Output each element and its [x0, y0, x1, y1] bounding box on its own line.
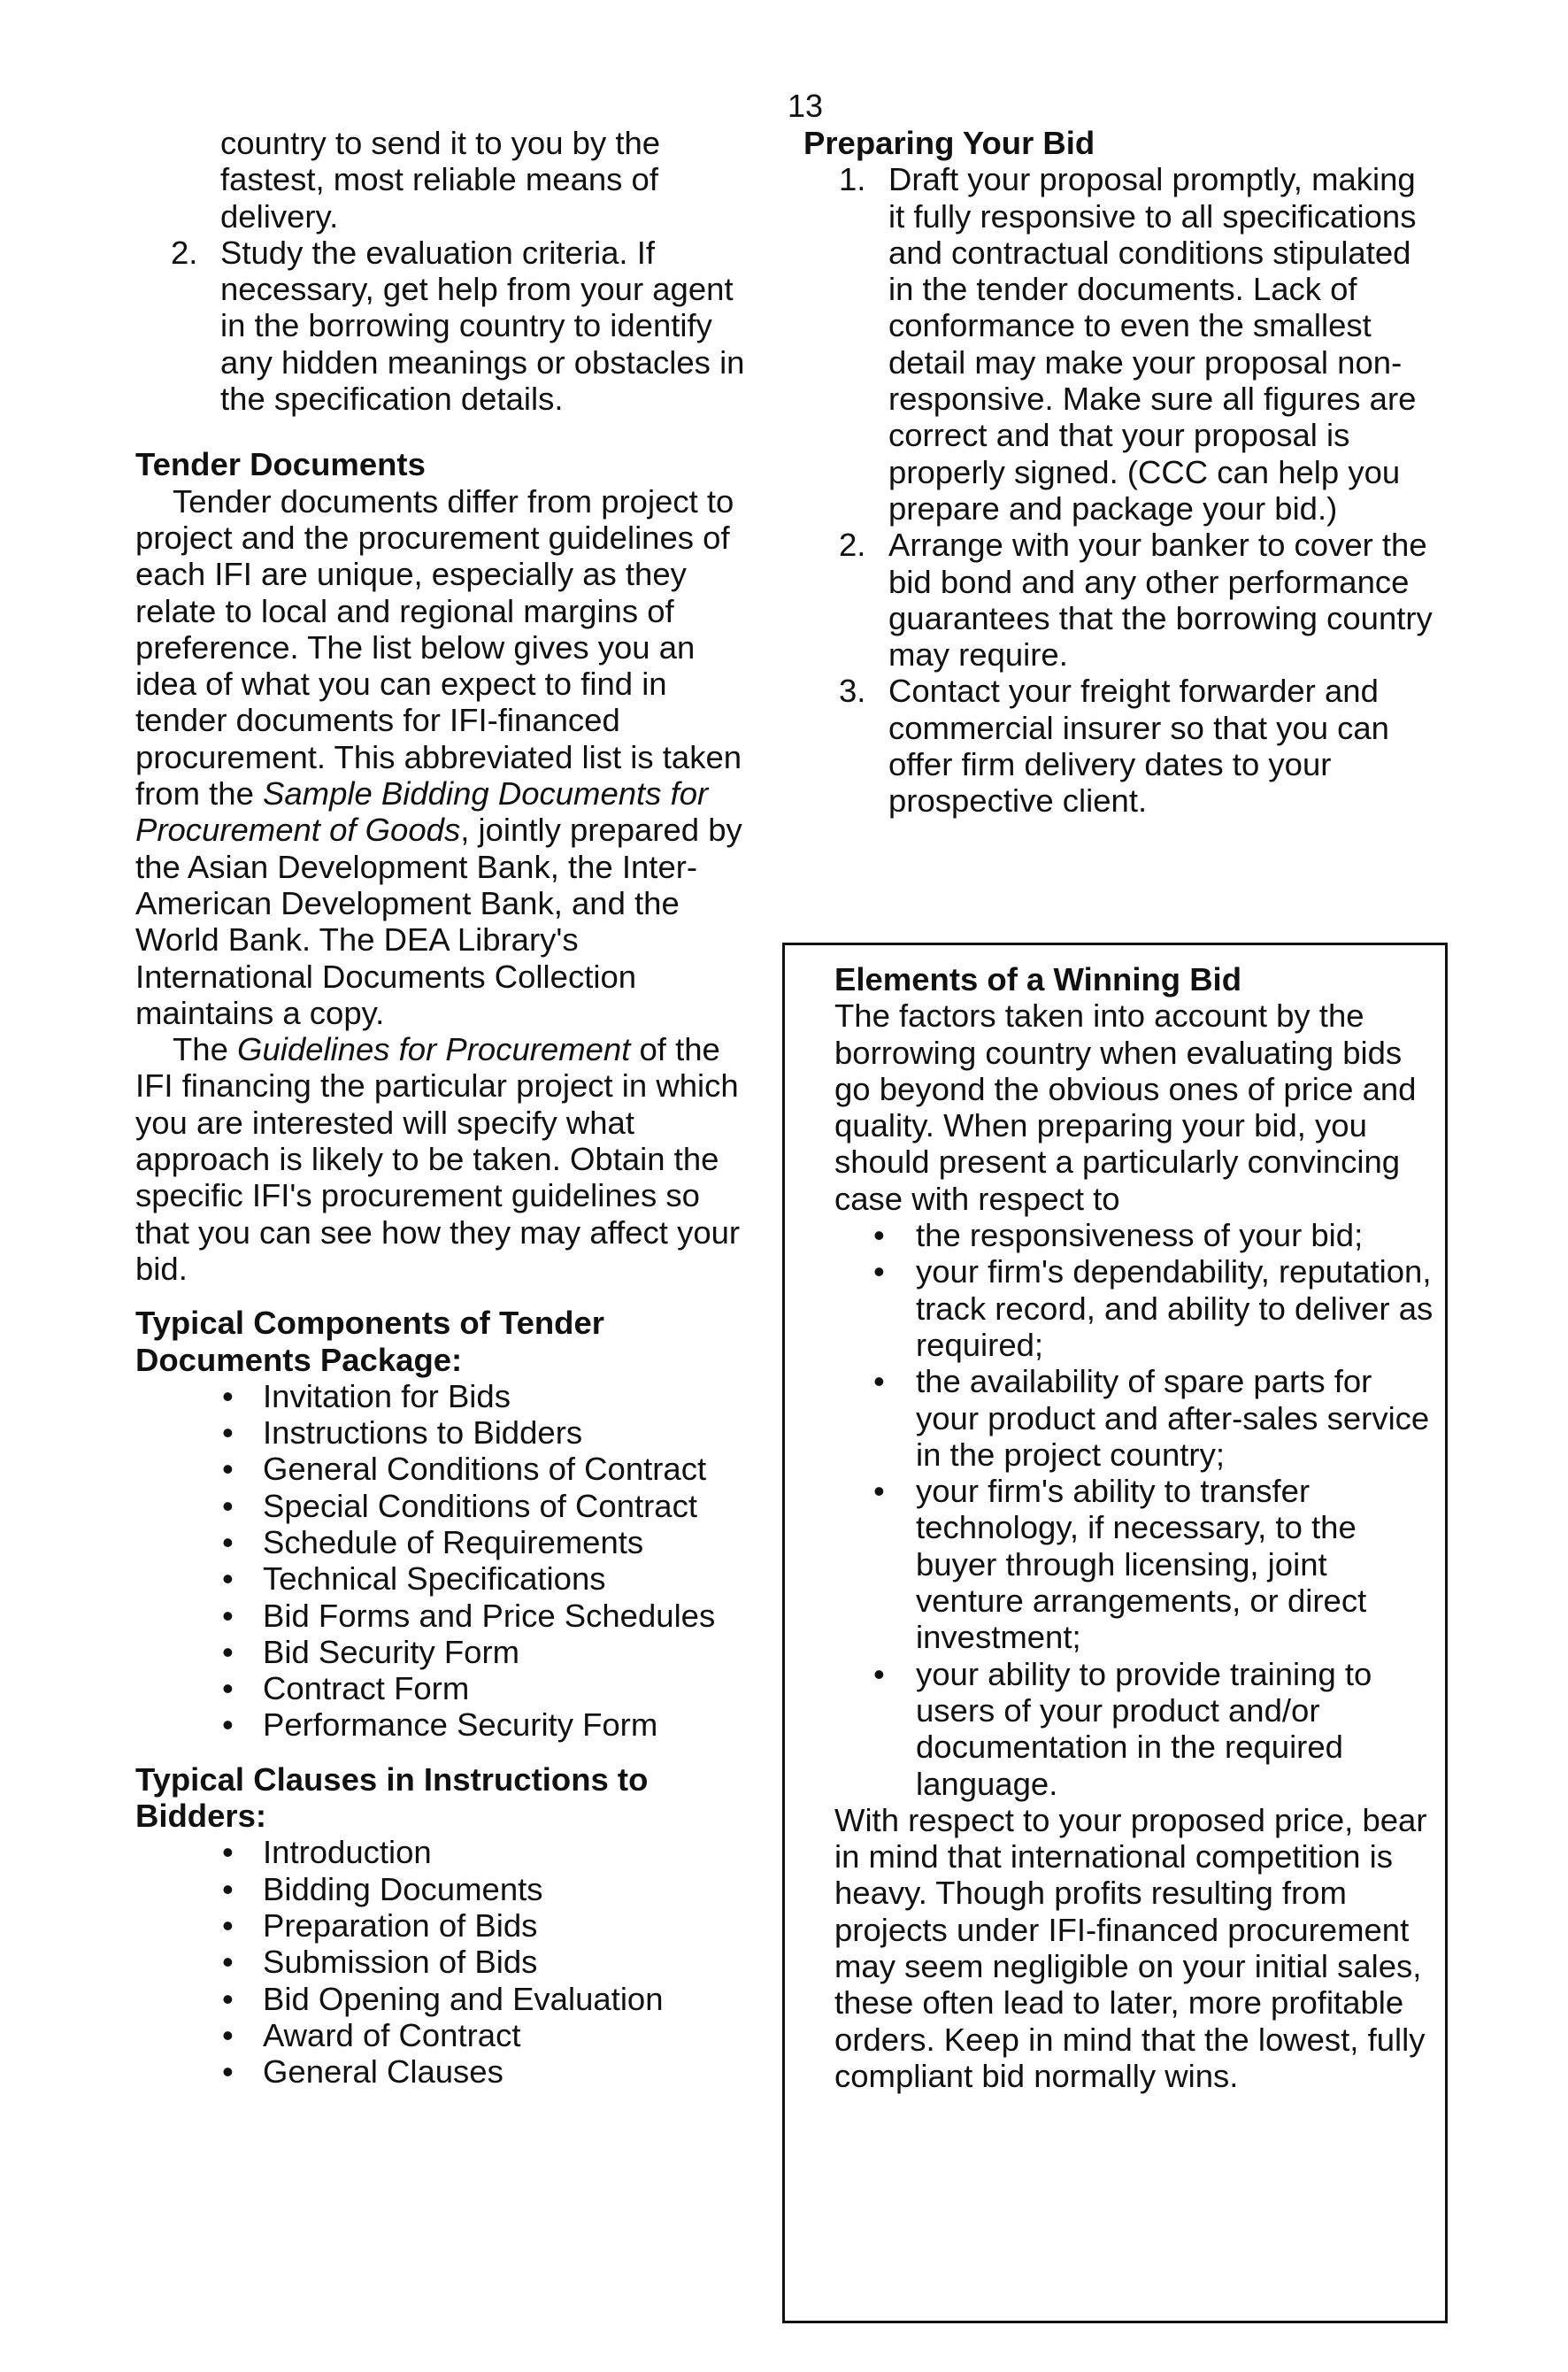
- list-number: 2.: [171, 234, 198, 271]
- list-item: • Technical Specifications: [220, 1560, 755, 1597]
- list-item: • General Conditions of Contract: [220, 1451, 755, 1487]
- steps-list: [803, 161, 1441, 819]
- section-heading-preparing-bid: Preparing Your Bid: [803, 125, 1095, 161]
- text-run: The: [173, 1031, 238, 1068]
- list-item: • Bidding Documents: [220, 1871, 755, 1907]
- box-content: [834, 961, 1436, 2094]
- clauses-heading: Typical Clauses in Instructions to Bidders:: [135, 1760, 649, 1835]
- list-item: • Bid Forms and Price Schedules: [220, 1598, 755, 1634]
- step-text: Arrange with your banker to cover the bid bond and any other performance guarantees that the borrowing country may require.: [888, 527, 1433, 674]
- list-item: • your ability to provide training to users of your product and/or documentation in the required language.: [872, 1656, 1436, 1802]
- step-text: Draft your proposal promptly, making it fully responsive to all specifications and contractual conditions stipulated in the tender documents. Lack of conformance to even the smallest detail may make your proposal non-responsive. Make sure all figures are correct and that your proposal is properly signed. (CCC can help you prepare and package your bid.): [888, 161, 1417, 527]
- list-item: • Schedule of Requirements: [220, 1524, 755, 1560]
- italic-title: Sample Bidding Documents for Procurement of Goods: [135, 775, 709, 849]
- step-item: [803, 527, 1441, 673]
- step-item: [803, 673, 1441, 819]
- section-heading-tender-documents: Tender Documents: [135, 446, 426, 483]
- list-item: • Special Conditions of Contract: [220, 1488, 755, 1524]
- step-number: 3.: [839, 673, 866, 710]
- step-item: [803, 161, 1441, 527]
- text-run: Tender documents differ from project to project and the procurement guidelines of each IFI are unique, especially as they relate to local and regional margins of preference. The list below gives you an idea of what you can expect to find in tender documents for IFI-financed procurement. This abbreviated list is taken from the: [135, 482, 742, 812]
- step-number: 1.: [839, 161, 866, 198]
- list-item: • Instructions to Bidders: [220, 1414, 755, 1451]
- list-item: • Invitation for Bids: [220, 1378, 755, 1414]
- page-number: 13: [788, 88, 824, 124]
- list-item: • Submission of Bids: [220, 1944, 755, 1980]
- numbered-list: [135, 235, 755, 417]
- list-item: • Preparation of Bids: [220, 1907, 755, 1944]
- text-run: of the IFI financing the particular project in which you are interested will specify what approach is likely to be taken. Obtain the specific IFI's procurement guidelines so that you can see how they may affect your bid.: [135, 1031, 741, 1287]
- list-item: • Introduction: [220, 1834, 755, 1870]
- list-item: • the availability of spare parts for your product and after-sales service in the project country;: [872, 1363, 1436, 1473]
- list-item-2: [135, 235, 755, 417]
- list-item: • Bid Security Form: [220, 1634, 755, 1670]
- list-item-text: Study the evaluation criteria. If necessary, get help from your agent in the borrowing country to identify any hidden meanings or obstacles in the specification details.: [220, 234, 745, 418]
- step-number: 2.: [839, 527, 866, 564]
- list-item: • Bid Opening and Evaluation: [220, 1981, 755, 2017]
- text-run: , jointly prepared by the Asian Development Bank, the Inter-American Development Bank, and the World Bank. The DEA Library's International Documents Collection maintains a copy.: [135, 812, 742, 1031]
- italic-title: Guidelines for Procurement: [237, 1031, 631, 1068]
- list-item: • Performance Security Form: [220, 1706, 755, 1743]
- box-closing: With respect to your proposed price, bear in mind that international competition is heavy. Though profits resulting from projects under IFI-financed procurement may seem negligible on your initial sales, these often lead to later, more profitable orders. Keep in mind that the lowest, fully compliant bid normally wins.: [834, 1801, 1427, 2094]
- components-list: [220, 1378, 755, 1744]
- list-item: • Contract Form: [220, 1670, 755, 1706]
- tender-paragraph-1: [135, 483, 755, 1031]
- box-heading: Elements of a Winning Bid: [834, 961, 1241, 997]
- box-intro: The factors taken into account by the borrowing country when evaluating bids go beyond the obvious ones of price and quality. When preparing your bid, you should present a particularly convincing case with respect to: [834, 997, 1417, 1217]
- step-text: Contact your freight forwarder and commercial insurer so that you can offer firm delivery dates to your prospective client.: [888, 673, 1389, 820]
- clauses-list: [220, 1834, 755, 2090]
- box-bullets: [872, 1217, 1436, 1802]
- winning-bid-box: [782, 943, 1448, 2323]
- list-item: • your firm's ability to transfer technology, if necessary, to the buyer through licensing, joint venture arrangements, or direct investment;: [872, 1473, 1436, 1655]
- list-item: • Award of Contract: [220, 2017, 755, 2053]
- left-column: [135, 125, 755, 2090]
- list-item: • the responsiveness of your bid;: [872, 1217, 1436, 1253]
- continued-list-item: country to send it to you by the fastest, most reliable means of delivery.: [220, 125, 661, 235]
- tender-paragraph-2: [135, 1031, 755, 1287]
- components-heading: Typical Components of Tender Documents Package:: [135, 1305, 604, 1378]
- list-item: • General Clauses: [220, 2053, 755, 2090]
- right-column: [803, 125, 1441, 820]
- list-item: • your firm's dependability, reputation, track record, and ability to deliver as required;: [872, 1253, 1436, 1363]
